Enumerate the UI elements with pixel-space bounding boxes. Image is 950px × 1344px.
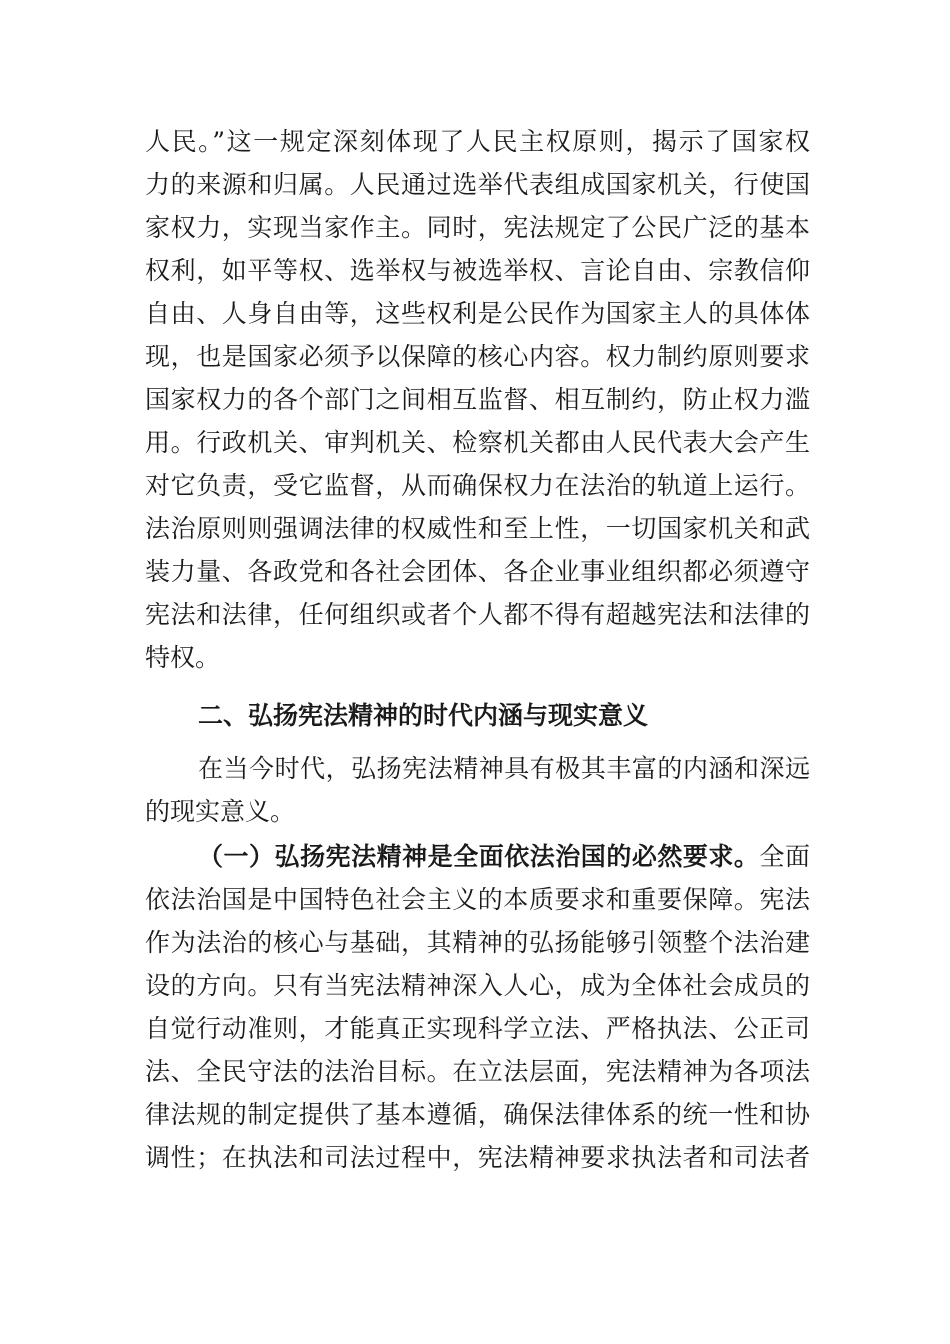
paragraph-line-10: 法治原则则强调法律的权威性和至上性，一切国家机关和武 <box>145 514 810 543</box>
paragraph2-line-1: 依法治国是中国特色社会主义的本质要求和重要保障。宪法 <box>145 885 810 914</box>
subheading-rest: 全面 <box>759 842 810 871</box>
paragraph-line-5: 自由、人身自由等，这些权利是公民作为国家主人的具体体 <box>145 299 810 328</box>
paragraph2-line-2: 作为法治的核心与基础，其精神的弘扬能够引领整个法治建 <box>145 928 810 957</box>
section-heading: 二、弘扬宪法精神的时代内涵与现实意义 <box>198 701 649 730</box>
subheading-bold: （一）弘扬宪法精神是全面依法治国的必然要求。 <box>198 842 760 871</box>
intro-line-1: 在当今时代，弘扬宪法精神具有极其丰富的内涵和深远 <box>198 754 810 783</box>
paragraph-line-7: 国家权力的各个部门之间相互监督、相互制约，防止权力滥 <box>145 385 810 414</box>
intro-line-2: 的现实意义。 <box>145 797 296 826</box>
paragraph2-line-3: 设的方向。只有当宪法精神深入人心，成为全体社会成员的 <box>145 971 810 1000</box>
paragraph-line-2: 力的来源和归属。人民通过选举代表组成国家机关，行使国 <box>145 170 810 199</box>
paragraph-line-6: 现，也是国家必须予以保障的核心内容。权力制约原则要求 <box>145 342 810 371</box>
paragraph2-line-5: 法、全民守法的法治目标。在立法层面，宪法精神为各项法 <box>145 1057 810 1086</box>
paragraph2-line-6: 律法规的制定提供了基本遵循，确保法律体系的统一性和协 <box>145 1100 810 1129</box>
paragraph-line-8: 用。行政机关、审判机关、检察机关都由人民代表大会产生 <box>145 428 810 457</box>
paragraph-line-1: 人民。”这一规定深刻体现了人民主权原则，揭示了国家权 <box>145 127 810 156</box>
paragraph-line-4: 权利，如平等权、选举权与被选举权、言论自由、宗教信仰 <box>145 256 810 285</box>
paragraph-line-12: 宪法和法律，任何组织或者个人都不得有超越宪法和法律的 <box>145 600 810 629</box>
paragraph-line-11: 装力量、各政党和各社会团体、各企业事业组织都必须遵守 <box>145 557 810 586</box>
paragraph-line-13: 特权。 <box>145 643 221 672</box>
paragraph-line-3: 家权力，实现当家作主。同时，宪法规定了公民广泛的基本 <box>145 213 810 242</box>
paragraph2-line-7: 调性；在执法和司法过程中，宪法精神要求执法者和司法者 <box>145 1143 810 1172</box>
subheading-line <box>198 841 810 873</box>
paragraph-line-9: 对它负责，受它监督，从而确保权力在法治的轨道上运行。 <box>145 471 810 500</box>
paragraph2-line-4: 自觉行动准则，才能真正实现科学立法、严格执法、公正司 <box>145 1014 810 1043</box>
